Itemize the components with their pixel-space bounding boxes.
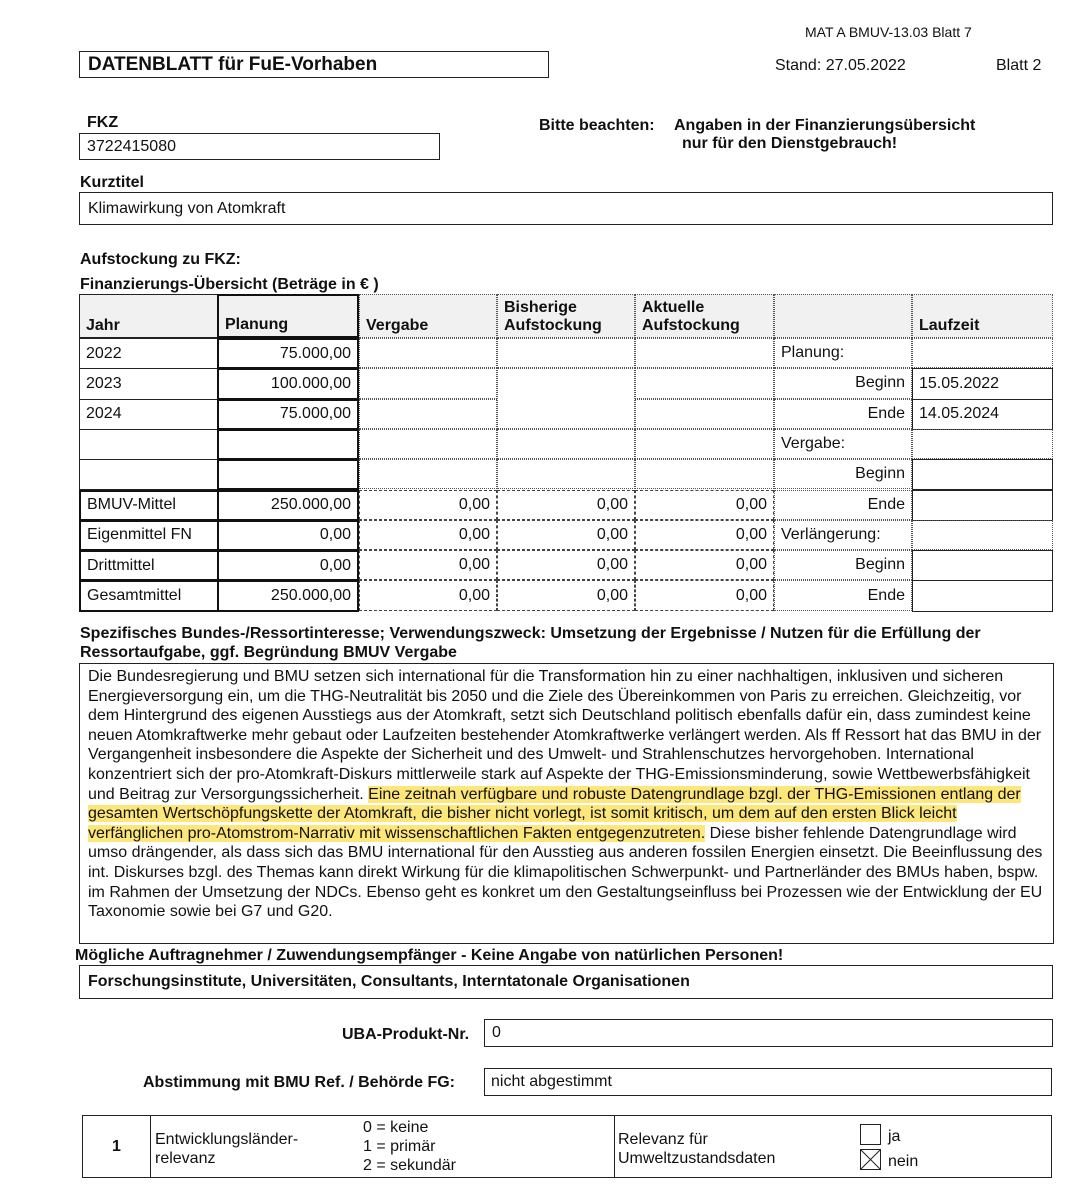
zweck-text-before: Die Bundesregierung und BMU setzen sich international für die Transformation hin zu einer nachhaltigen, inklusiven und sicheren Energieversorgung ein, um die THG-Neutralität bis 2050 und die Ziele des Übereinkommen von Paris zu erreichen. Gleichzeitig, vor dem Hintergrund des eigenen Ausstiegs aus der Atomkraft, setzt sich Deutschland politisch ebenfalls dafür ein, dass zumindest keine neuen Atomkraftwerke mehr gebaut oder Laufzeiten bestehender Atomkraftwerke verlängert werden. Als ff Ressort hat das BMU in der Vergangenheit insbesondere die Aspekte der Sicherheit und des Umwelt- und Strahlenschutzes hervorgehoben. International konzentriert sich der pro-Atomkraft-Diskurs mittlerweile stark auf Aspekte der THG-Emissionsminderung, sowie Wettbewerbsfähigkeit und Beitrag zur Versorgungssicherheit.	[88, 668, 1042, 803]
sum-aktuelle-cell[interactable]: 0,00	[635, 490, 774, 520]
year-cell[interactable]: 2024	[79, 399, 219, 430]
laufzeit-label-cell: Beginn	[774, 459, 912, 489]
laufzeit-label-cell: Beginn	[774, 550, 912, 580]
laufzeit-date-field[interactable]	[912, 459, 1053, 490]
sum-planung-cell[interactable]: 0,00	[217, 550, 359, 581]
sum-vergabe-cell[interactable]: 0,00	[359, 550, 497, 580]
scale-item: 2 = sekundär	[363, 1157, 456, 1174]
row-number: 1	[83, 1116, 151, 1177]
auftragnehmer-label: Mögliche Auftragnehmer / Zuwendungsempfänger - Keine Angabe von natürlichen Personen!	[75, 947, 784, 964]
sum-label-cell: Gesamtmittel	[79, 580, 219, 611]
scale-item: 0 = keine	[363, 1119, 429, 1136]
abstimmung-label: Abstimmung mit BMU Ref. / Behörde FG:	[143, 1074, 455, 1091]
aufstockung-label: Aufstockung zu FKZ:	[80, 251, 241, 268]
umweltzustandsdaten-label	[618, 1130, 775, 1168]
aktuelle-cell[interactable]	[635, 338, 774, 368]
stand-date: Stand: 27.05.2022	[775, 57, 906, 74]
sheet-number: Blatt 2	[996, 57, 1042, 74]
year-cell[interactable]	[79, 429, 219, 460]
uba-produkt-label: UBA-Produkt-Nr.	[342, 1026, 470, 1043]
relevance-scale	[363, 1118, 456, 1175]
zweck-text-highlighted: Eine zeitnah verfügbare und robuste Datengrundlage bzgl. der THG-Emissionen entlang der gesamten Wertschöpfungskette der Atomkraft, die bisher nicht vorlegt, ist somit kritisch, um dem auf den ersten Blick leicht verfänglichen pro-Atomstrom-Narrativ mit wissenschaftlichen Fakten entgegenzutreten.	[88, 785, 1021, 842]
planung-cell[interactable]	[217, 459, 359, 490]
vergabe-cell[interactable]	[359, 399, 497, 429]
column-divider	[614, 1116, 615, 1177]
bisherige-cell[interactable]	[497, 338, 635, 368]
aktuelle-cell[interactable]	[635, 368, 774, 398]
laufzeit-spacer-cell	[912, 520, 1053, 550]
laufzeit-date-field[interactable]: 14.05.2024	[912, 399, 1053, 430]
laufzeit-label-cell: Ende	[774, 399, 912, 429]
laufzeit-date-field[interactable]	[912, 490, 1053, 521]
laufzeit-label-cell: Verlängerung:	[774, 520, 912, 550]
laufzeit-label-cell: Beginn	[774, 368, 912, 398]
vergabe-cell[interactable]	[359, 429, 497, 459]
uba-produkt-field[interactable]: 0	[484, 1019, 1053, 1047]
laufzeit-date-field[interactable]: 15.05.2022	[912, 368, 1053, 399]
relevance-table	[82, 1115, 1052, 1178]
entwicklungslaender-line-1: Entwicklungsländer-	[155, 1131, 299, 1148]
cross-mark-icon	[861, 1150, 880, 1169]
sum-label-cell: BMUV-Mittel	[79, 490, 219, 521]
notice-prefix: Bitte beachten:	[539, 117, 655, 134]
planung-cell[interactable]: 75.000,00	[217, 338, 359, 369]
bisherige-cell[interactable]	[497, 459, 635, 489]
fkz-label: FKZ	[87, 114, 119, 131]
sum-label-cell: Eigenmittel FN	[79, 520, 219, 551]
fkz-field[interactable]: 3722415080	[79, 133, 440, 160]
checkbox-nein-label: nein	[888, 1153, 919, 1170]
bisherige-merged-cell[interactable]	[497, 368, 635, 429]
header-planung: Planung	[217, 294, 359, 338]
header-aktuelle-aufstockung: Aktuelle Aufstockung	[635, 294, 774, 338]
notice-line-1: Angaben in der Finanzierungsübersicht	[674, 117, 976, 134]
aktuelle-cell[interactable]	[635, 429, 774, 459]
vergabe-cell[interactable]	[359, 459, 497, 489]
notice-line-2: nur für den Dienstgebrauch!	[682, 135, 898, 152]
umweltzustandsdaten-line-1: Relevanz für	[618, 1131, 708, 1148]
sum-bisherige-cell[interactable]: 0,00	[497, 490, 635, 520]
document-reference: MAT A BMUV-13.03 Blatt 7	[805, 24, 972, 40]
scale-item: 1 = primär	[363, 1138, 436, 1155]
sum-planung-cell[interactable]: 250.000,00	[217, 580, 359, 611]
page-title: DATENBLATT für FuE-Vorhaben	[79, 51, 549, 78]
year-cell[interactable]: 2023	[79, 368, 219, 399]
sum-planung-cell[interactable]: 250.000,00	[217, 490, 359, 521]
aktuelle-cell[interactable]	[635, 399, 774, 429]
sum-planung-cell[interactable]: 0,00	[217, 520, 359, 551]
zweck-text-after: Diese bisher fehlende Datengrundlage wird umso drängender, als dass sich das BMU international für den Ausstieg aus anderen fossilen Energien einsetzt. Die Beeinflussung des int. Diskurses bzgl. des Themas kann direkt Wirkung für die klimapolitischen Schwerpunkt- und Partnerländer des BMUs haben, bspw. im Rahmen der Umsetzung der NDCs. Ebenso geht es konkret um den Gestaltungseinfluss bei Prozessen wie der Entwicklung der EU Taxonomie sowie bei G7 und G20.	[88, 824, 1043, 921]
laufzeit-spacer-cell	[912, 429, 1053, 459]
finance-table	[79, 294, 1053, 610]
sum-bisherige-cell[interactable]: 0,00	[497, 520, 635, 550]
header-bisherige-aufstockung: Bisherige Aufstockung	[497, 294, 635, 338]
header-vergabe: Vergabe	[359, 294, 497, 338]
checkbox-ja[interactable]	[860, 1124, 881, 1145]
abstimmung-field[interactable]: nicht abgestimmt	[484, 1068, 1052, 1096]
laufzeit-spacer-cell	[912, 338, 1053, 368]
sum-vergabe-cell[interactable]: 0,00	[359, 490, 497, 520]
laufzeit-date-field[interactable]	[912, 550, 1053, 581]
planung-cell[interactable]	[217, 429, 359, 460]
laufzeit-label-cell: Vergabe:	[774, 429, 912, 459]
sum-aktuelle-cell[interactable]: 0,00	[635, 580, 774, 610]
entwicklungslaender-label	[155, 1130, 298, 1168]
header-blank	[774, 294, 912, 338]
zweck-textarea[interactable]	[79, 663, 1054, 944]
sum-aktuelle-cell[interactable]: 0,00	[635, 550, 774, 580]
planung-cell[interactable]: 75.000,00	[217, 399, 359, 430]
sum-vergabe-cell[interactable]: 0,00	[359, 580, 497, 610]
year-cell[interactable]	[79, 459, 219, 490]
aktuelle-cell[interactable]	[635, 459, 774, 489]
entwicklungslaender-line-2: relevanz	[155, 1150, 216, 1167]
laufzeit-label-cell: Ende	[774, 490, 912, 520]
header-jahr: Jahr	[79, 294, 219, 338]
sum-vergabe-cell[interactable]: 0,00	[359, 520, 497, 550]
year-cell[interactable]: 2022	[79, 338, 219, 369]
header-laufzeit: Laufzeit	[912, 294, 1053, 338]
kurztitel-label: Kurztitel	[80, 174, 144, 191]
sum-bisherige-cell[interactable]: 0,00	[497, 550, 635, 580]
laufzeit-label-cell: Planung:	[774, 338, 912, 368]
zweck-label: Spezifisches Bundes-/Ressortinteresse; Verwendungszweck: Umsetzung der Ergebnisse / Nutzen für die Erfüllung der Ressortaufgabe, ggf. Begründung BMUV Vergabe	[80, 625, 981, 661]
finance-title: Finanzierungs-Übersicht (Beträge in € )	[80, 276, 379, 293]
auftragnehmer-field[interactable]: Forschungsinstitute, Universitäten, Consultants, Interntatonale Organisationen	[79, 965, 1053, 999]
umweltzustandsdaten-line-2: Umweltzustandsdaten	[618, 1150, 776, 1167]
checkbox-nein[interactable]	[860, 1149, 881, 1170]
laufzeit-date-field[interactable]	[912, 580, 1053, 611]
laufzeit-label-cell: Ende	[774, 580, 912, 610]
sum-aktuelle-cell[interactable]: 0,00	[635, 520, 774, 550]
kurztitel-field[interactable]: Klimawirkung von Atomkraft	[79, 192, 1053, 225]
planung-cell[interactable]: 100.000,00	[217, 368, 359, 399]
vergabe-cell[interactable]	[359, 338, 497, 368]
bisherige-cell[interactable]	[497, 429, 635, 459]
sum-label-cell: Drittmittel	[79, 550, 219, 581]
checkbox-ja-label: ja	[888, 1128, 901, 1145]
sum-bisherige-cell[interactable]: 0,00	[497, 580, 635, 610]
vergabe-cell[interactable]	[359, 368, 497, 398]
